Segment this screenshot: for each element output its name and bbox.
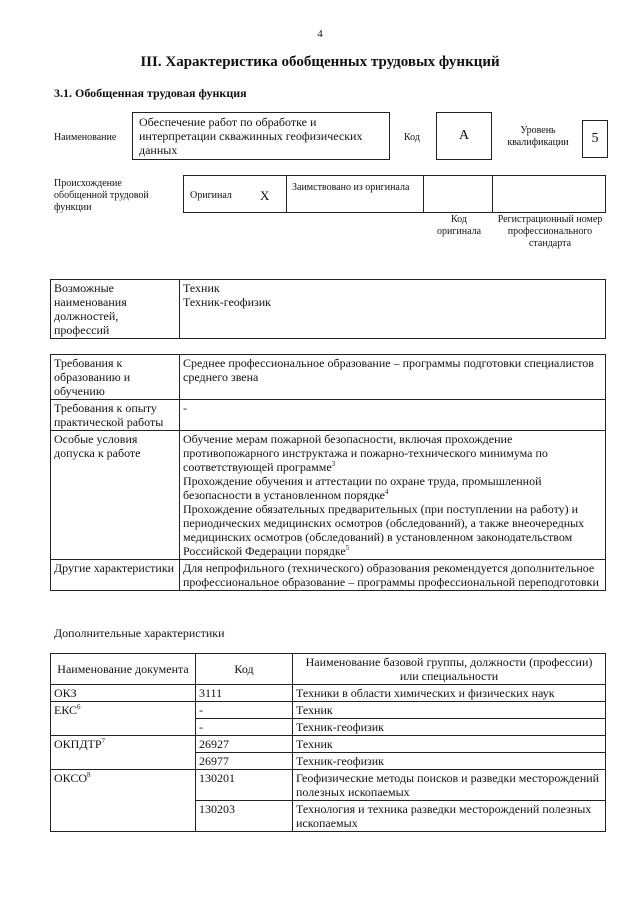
req-value: Для непрофильного (технического) образования рекомендуется дополнительное профессиональное образование – программы профессиональной переподготовки — [180, 560, 606, 591]
doc-cell: ОКЗ — [51, 685, 196, 702]
header-cell: Код — [196, 654, 293, 685]
name-label: Наименование — [54, 132, 117, 143]
req-value: - — [180, 400, 606, 431]
header-cell: Наименование документа — [51, 654, 196, 685]
code-cell: 26977 — [196, 753, 293, 770]
doc-cell: ЕКС$^6$ — [51, 702, 196, 736]
table-row — [51, 685, 606, 702]
original-mark: X — [260, 188, 270, 203]
name-cell: Техник-геофизик — [293, 753, 606, 770]
position-item: Техник-геофизик — [183, 295, 271, 309]
position-item: Техник — [183, 281, 220, 295]
table-row — [51, 431, 606, 560]
code-cell: 130203 — [196, 801, 293, 832]
borrowed-cell — [286, 175, 424, 213]
positions-label: Возможные наименования должностей, профессий — [51, 280, 180, 339]
original-label: Оригинал — [190, 190, 232, 201]
name-value: Обеспечение работ по обработке и интерпретации скважинных геофизических данных — [139, 115, 363, 157]
req-label: Требования к образованию и обучению — [51, 355, 180, 400]
req-value — [180, 431, 606, 560]
header-cell: Наименование базовой группы, должности (профессии) или специальности — [293, 654, 606, 685]
req-label: Другие характеристики — [51, 560, 180, 591]
code-value-box — [436, 112, 492, 160]
positions-table — [50, 279, 606, 339]
req-line: Прохождение обязательных предварительных (при поступлении на работу) и периодических медицинских осмотров (обследований), а также внеочередных медицинских осмотров (обследований) в установленном законодательством Российской Федерации порядке$^5$ — [183, 502, 585, 558]
footnote-ref: 3 — [331, 460, 336, 468]
requirements-table — [50, 354, 606, 591]
reg-number-caption: Регистрационный номер профессионального стандарта — [497, 214, 603, 249]
table-row — [51, 736, 606, 753]
code-original-caption: Код оригинала — [436, 214, 482, 237]
additional-title: Дополнительные характеристики — [54, 626, 225, 640]
table-row — [51, 280, 606, 339]
name-cell: Техник-геофизик — [293, 719, 606, 736]
table-header-row — [51, 654, 606, 685]
name-cell: Техник — [293, 736, 606, 753]
code-cell: 26927 — [196, 736, 293, 753]
table-row — [51, 770, 606, 801]
additional-table — [50, 653, 606, 832]
name-cell: Технология и техника разведки месторождений полезных ископаемых — [293, 801, 606, 832]
code-cell: 3111 — [196, 685, 293, 702]
name-value-box — [132, 112, 390, 160]
req-line: Прохождение обучения и аттестации по охране труда, промышленной безопасности в установленном порядке$^4$ — [183, 474, 542, 502]
table-row — [51, 400, 606, 431]
code-cell: - — [196, 702, 293, 719]
borrowed-label: Заимствовано из оригинала — [292, 182, 410, 193]
code-original-cell — [423, 175, 493, 213]
name-cell: Геофизические методы поисков и разведки месторождений полезных ископаемых — [293, 770, 606, 801]
req-value: Среднее профессиональное образование – программы подготовки специалистов среднего звена — [180, 355, 606, 400]
level-value-box — [582, 120, 608, 158]
code-cell: - — [196, 719, 293, 736]
reg-number-cell — [492, 175, 606, 213]
doc-cell: ОКПДТР$^7$ — [51, 736, 196, 770]
req-label: Особые условия допуска к работе — [51, 431, 180, 560]
level-label: Уровень квалификации — [507, 125, 569, 148]
req-label: Требования к опыту практической работы — [51, 400, 180, 431]
section-title: III. Характеристика обобщенных трудовых функций — [140, 54, 500, 70]
code-cell: 130201 — [196, 770, 293, 801]
subsection-title: 3.1. Обобщенная трудовая функция — [54, 86, 247, 100]
footnote-ref: 4 — [384, 488, 389, 496]
table-row — [51, 702, 606, 719]
name-cell: Техник — [293, 702, 606, 719]
page-number: 4 — [317, 28, 323, 40]
code-label: Код — [404, 132, 420, 143]
doc-cell: ОКСО$^8$ — [51, 770, 196, 832]
table-row — [51, 355, 606, 400]
origin-label: Происхождение обобщенной трудовой функции — [54, 178, 149, 213]
footnote-ref: 5 — [345, 544, 350, 552]
code-value: А — [458, 128, 470, 143]
original-cell — [183, 175, 287, 213]
req-line: Обучение мерам пожарной безопасности, включая прохождение противопожарного инструктажа и пожарно-технического минимума по соответствующей программе$^3$ — [183, 432, 548, 474]
positions-values — [180, 280, 606, 339]
name-cell: Техники в области химических и физических наук — [293, 685, 606, 702]
table-row — [51, 560, 606, 591]
level-value: 5 — [591, 131, 599, 146]
